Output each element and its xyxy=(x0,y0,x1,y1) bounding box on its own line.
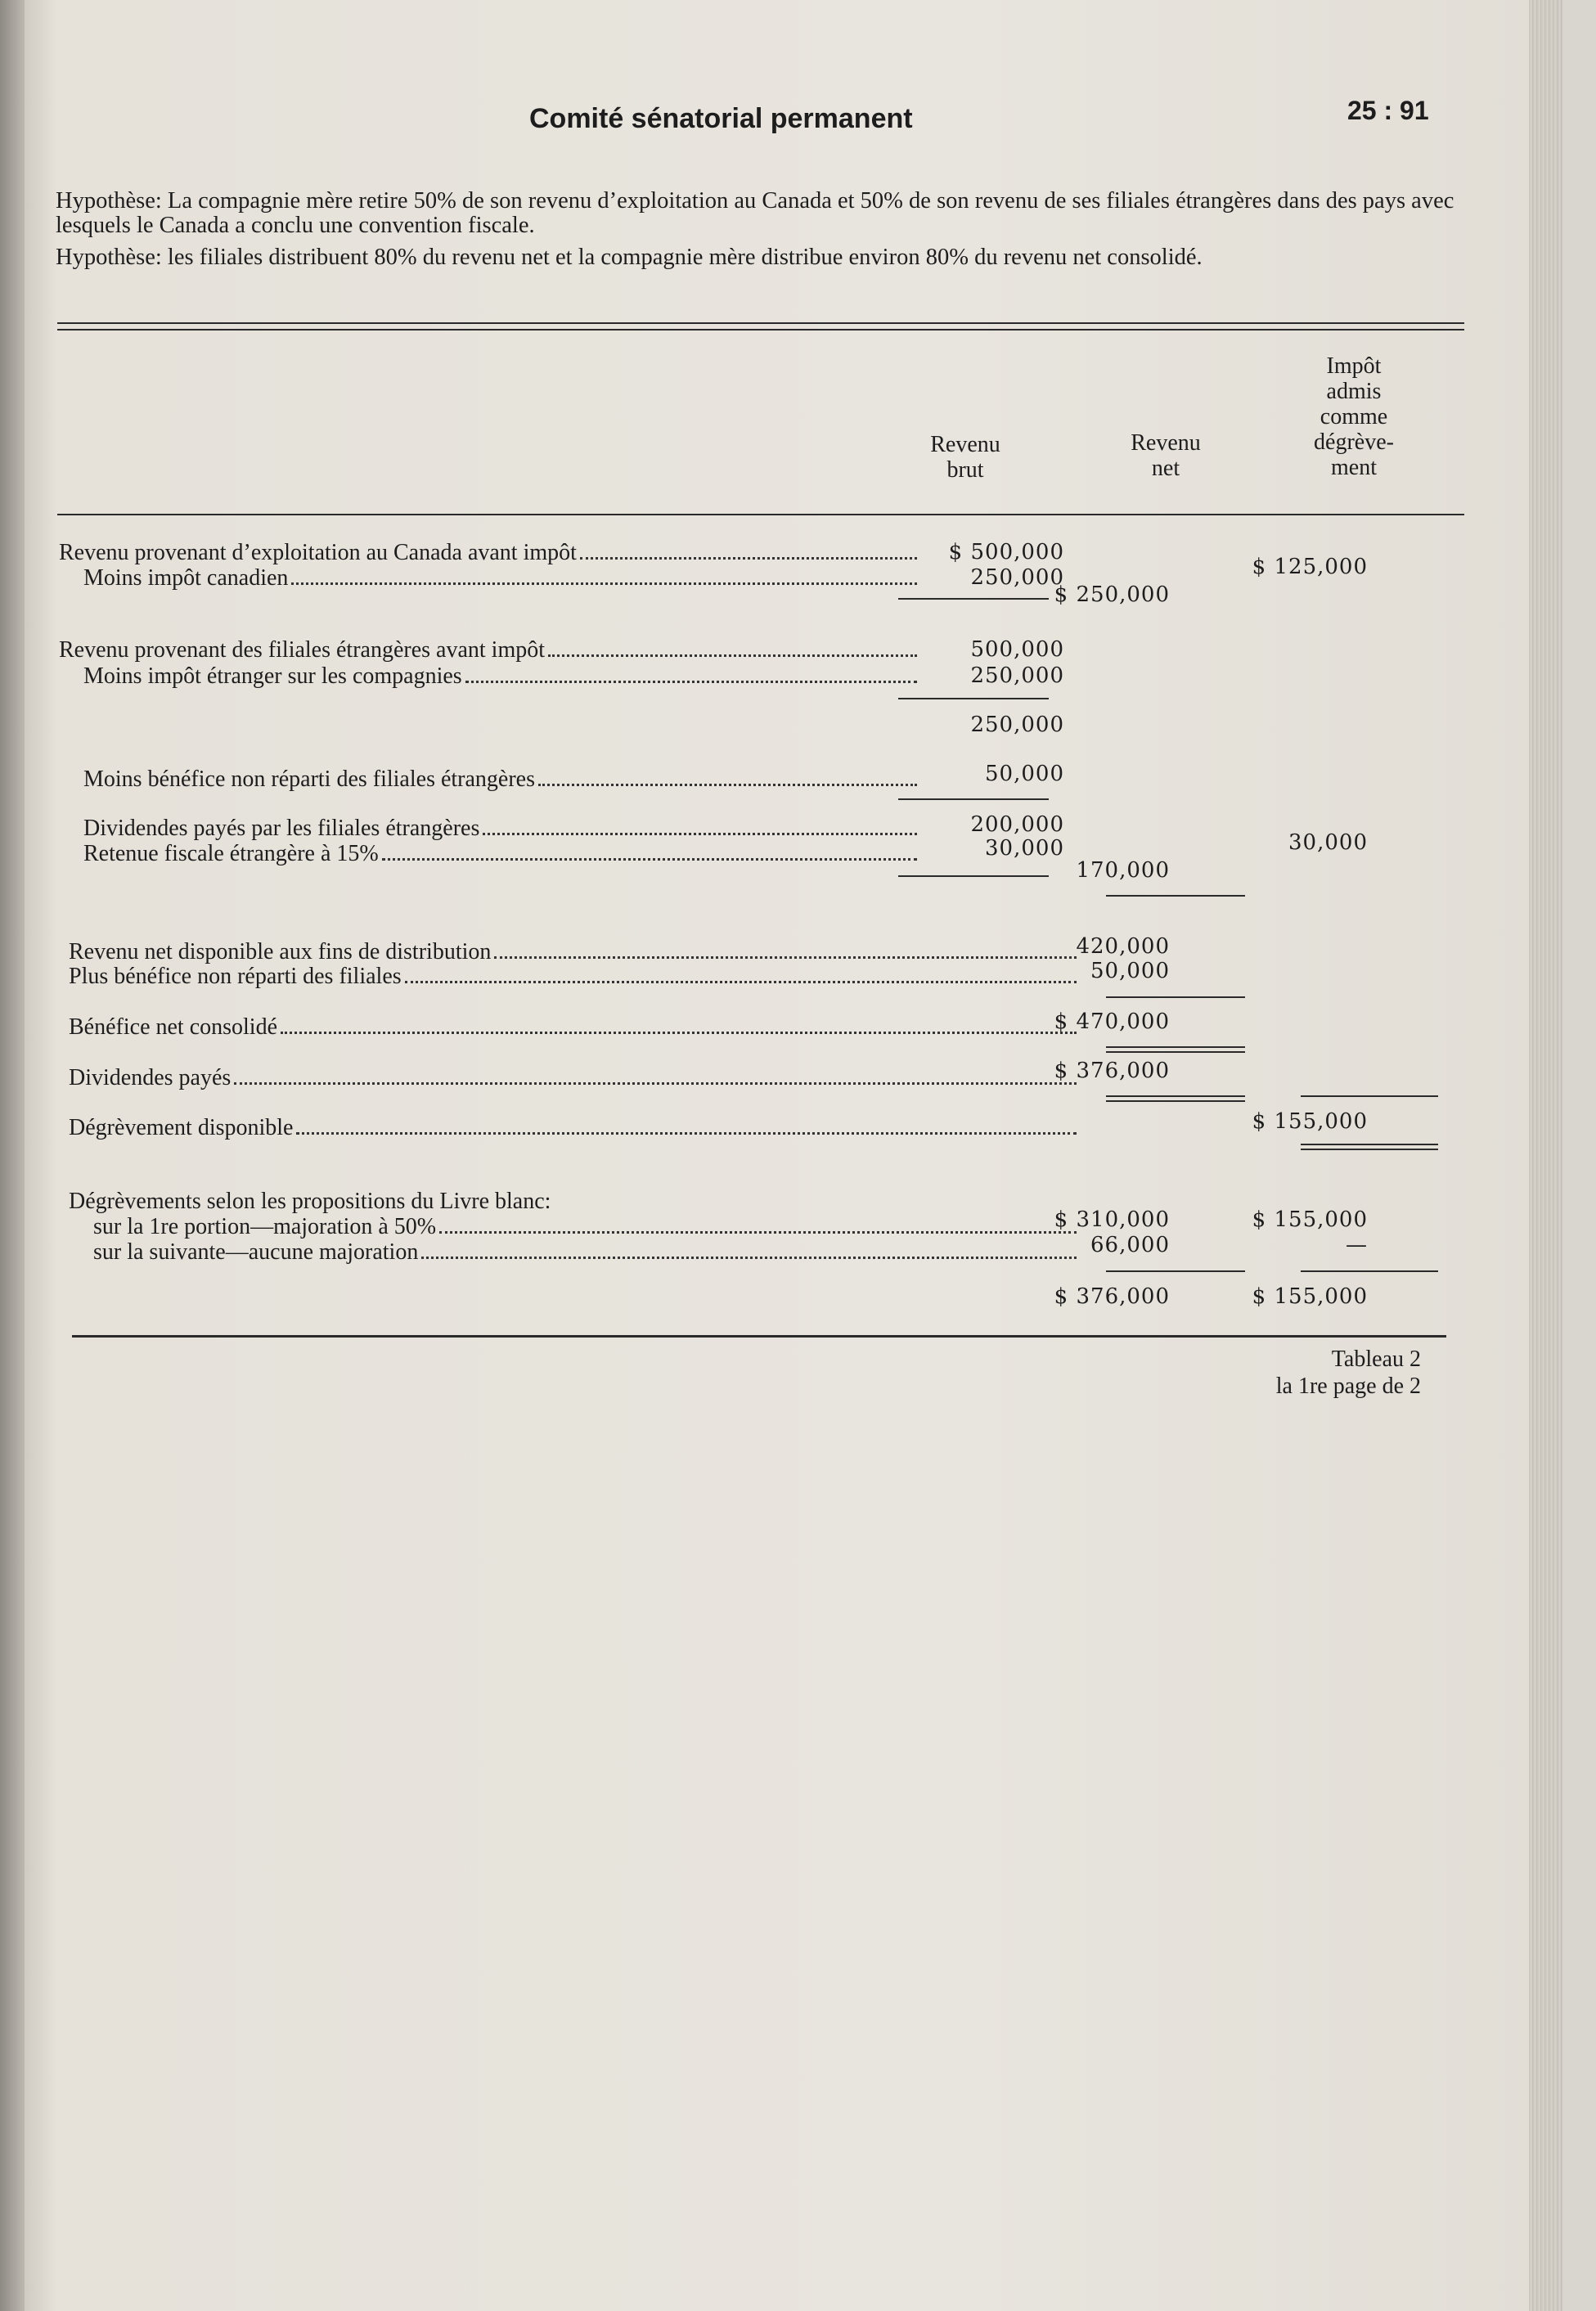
total-double-rule xyxy=(1106,1046,1245,1048)
table-row xyxy=(25,858,1562,886)
net-value: 170,000 xyxy=(1076,858,1170,883)
subtotal-rule xyxy=(1106,895,1245,897)
gross-value: 250,000 xyxy=(970,713,1064,737)
table-bottom-rule xyxy=(72,1335,1446,1338)
table-row xyxy=(25,1284,1562,1312)
net-value: $ 376,000 xyxy=(1054,1059,1170,1083)
subtotal-rule xyxy=(898,698,1049,699)
table-row xyxy=(25,1233,1562,1267)
net-value: $ 310,000 xyxy=(1054,1207,1170,1232)
gross-value: 30,000 xyxy=(985,836,1064,861)
row-label: Dividendes payés xyxy=(69,1065,1081,1091)
total-double-rule xyxy=(1301,1149,1438,1150)
gross-value: 250,000 xyxy=(970,565,1064,590)
table-top-rule xyxy=(57,322,1464,324)
credit-value: $ 155,000 xyxy=(1252,1207,1368,1232)
subtotal-rule xyxy=(1301,1270,1438,1272)
table-row xyxy=(25,637,1562,665)
table-row xyxy=(25,663,1562,691)
table-row xyxy=(25,762,1562,794)
row-label: Bénéfice net consolidé xyxy=(69,1014,1081,1041)
subtotal-rule xyxy=(898,798,1049,800)
table-row xyxy=(25,1109,1562,1143)
gross-value: $ 500,000 xyxy=(948,540,1064,564)
table-row xyxy=(25,1059,1562,1093)
row-label: sur la suivante—aucune majoration xyxy=(93,1239,1081,1266)
subtotal-rule xyxy=(1301,1095,1438,1097)
row-label: Retenue fiscale étrangère à 15% xyxy=(83,841,922,867)
table-row xyxy=(25,582,1562,610)
table-row xyxy=(25,1009,1562,1042)
total-double-rule xyxy=(1301,1144,1438,1145)
credit-value: $ 125,000 xyxy=(1252,555,1368,579)
table-row xyxy=(25,934,1562,967)
gross-value: 200,000 xyxy=(970,812,1064,837)
row-label: Moins bénéfice non réparti des filiales étrangères xyxy=(83,767,922,793)
gross-value: 500,000 xyxy=(970,637,1064,662)
table-row xyxy=(25,713,1562,740)
row-label: Dividendes payés par les filiales étrangères xyxy=(83,816,922,842)
page-edge xyxy=(1529,0,1562,2311)
column-header-credit: Impôt admis comme dégrève- ment xyxy=(1314,353,1394,480)
net-value: 50,000 xyxy=(1090,959,1170,983)
credit-value: $ 155,000 xyxy=(1252,1284,1368,1309)
book-spine xyxy=(0,0,25,2311)
credit-value: 30,000 xyxy=(1288,830,1368,855)
gross-value: 50,000 xyxy=(985,762,1064,786)
column-header-net: Revenu net xyxy=(1131,430,1201,481)
hypothesis-1: Hypothèse: La compagnie mère retire 50% de son revenu d’exploitation au Canada et 50% de son revenu de ses filiales étrangères dans des pays avec lesquels le Canada a conclu une convention fiscale. xyxy=(56,188,1454,238)
total-double-rule xyxy=(1106,1100,1245,1102)
header-bottom-rule xyxy=(57,514,1464,515)
page-number: 25 : 91 xyxy=(1347,96,1429,125)
table-caption xyxy=(1276,1346,1421,1400)
gross-value: 250,000 xyxy=(970,663,1064,688)
table-caption-line: Tableau 2 xyxy=(1331,1347,1421,1372)
row-label: Dégrèvement disponible xyxy=(69,1115,1081,1141)
table-caption-line: la 1re page de 2 xyxy=(1275,1374,1421,1399)
net-value: 66,000 xyxy=(1090,1233,1170,1257)
net-value: $ 470,000 xyxy=(1054,1009,1170,1034)
row-label: Moins impôt canadien xyxy=(83,565,922,591)
hypothesis-2: Hypothèse: les filiales distribuent 80% du revenu net et la compagnie mère distribue environ 80% du revenu net consolidé. xyxy=(56,245,1203,270)
row-label: Moins impôt étranger sur les compagnies xyxy=(83,663,922,690)
table-row xyxy=(25,1207,1562,1242)
table-top-rule xyxy=(57,329,1464,330)
column-header-gross: Revenu brut xyxy=(930,432,1000,483)
document-page xyxy=(25,0,1562,2311)
row-label: Dégrèvements selon les propositions du Livre blanc: xyxy=(69,1189,551,1214)
credit-value: $ 155,000 xyxy=(1252,1109,1368,1134)
row-label: Revenu provenant des filiales étrangères avant impôt xyxy=(59,637,922,663)
net-value: $ 250,000 xyxy=(1054,582,1170,607)
page-header-title: Comité sénatorial permanent xyxy=(529,103,913,134)
row-label: Plus bénéfice non réparti des filiales xyxy=(69,964,1081,990)
subtotal-rule xyxy=(1106,996,1245,998)
credit-value: — xyxy=(1346,1233,1368,1257)
subtotal-rule xyxy=(1106,1270,1245,1272)
row-label: Revenu provenant d’exploitation au Canada avant impôt xyxy=(59,540,922,566)
row-label: Revenu net disponible aux fins de distribution xyxy=(69,939,1081,965)
net-value: 420,000 xyxy=(1076,934,1170,959)
net-value: $ 376,000 xyxy=(1054,1284,1170,1309)
total-double-rule xyxy=(1106,1095,1245,1097)
row-label: sur la 1re portion—majoration à 50% xyxy=(93,1214,1081,1240)
table-row xyxy=(25,959,1562,991)
total-double-rule xyxy=(1106,1051,1245,1053)
